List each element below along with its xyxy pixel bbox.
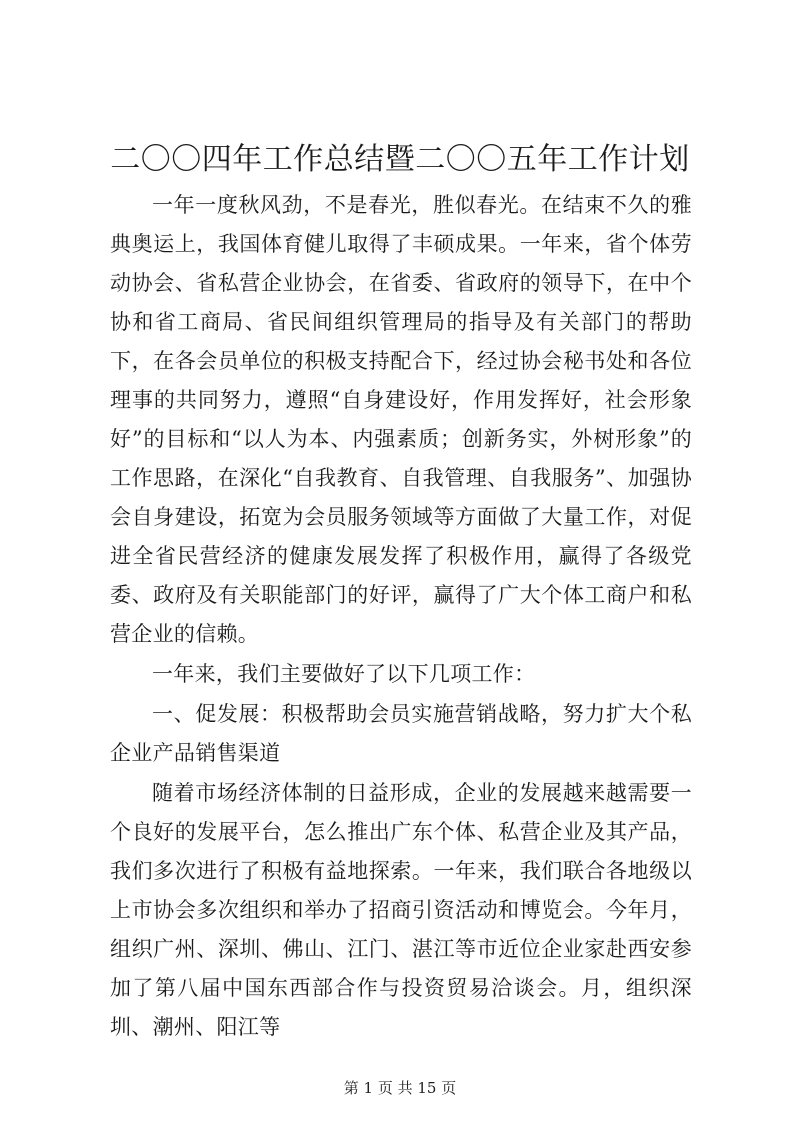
document-body	[110, 186, 692, 1048]
page-footer: 第 1 页 共 15 页	[343, 1079, 457, 1097]
paragraph-summary-lead: 一年来，我们主要做好了以下几项工作：	[152, 662, 536, 686]
paragraph-section-1-body: 随着市场经济体制的日益形成，企业的发展越来越需要一个良好的发展平台，怎么推出广东个体、私营企业及其产品，我们多次进行了积极有益地探索。一年来，我们联合各地级以上市协会多次组织和举办了招商引资活动和博览会。今年月，组织广州、深圳、佛山、江门、湛江等市近位企业家赴西安参加了第八届中国东西部合作与投资贸易洽谈会。月，组织深圳、潮州、阳江等	[110, 781, 692, 1039]
section-heading-1: 一、促发展：积极帮助会员实施营销战略，努力扩大个私企业产品销售渠道	[110, 702, 692, 765]
document-title: 二〇〇四年工作总结暨二〇〇五年工作计划	[110, 142, 690, 177]
paragraph-intro: 一年一度秋风劲，不是春光，胜似春光。在结束不久的雅典奥运上，我国体育健儿取得了丰硕成果。一年来，省个体劳动协会、省私营企业协会，在省委、省政府的领导下，在中个协和省工商局、省民间组织管理局的指导及有关部门的帮助下，在各会员单位的积极支持配合下，经过协会秘书处和各位理事的共同努力，遵照“自身建设好，作用发挥好，社会形象好”的目标和“以人为本、内强素质；创新务实，外树形象”的工作思路，在深化“自我教育、自我管理、自我服务”、加强协会自身建设，拓宽为会员服务领域等方面做了大量工作，对促进全省民营经济的健康发展发挥了积极作用，赢得了各级党委、政府及有关职能部门的好评，赢得了广大个体工商户和私营企业的信赖。	[110, 193, 692, 646]
